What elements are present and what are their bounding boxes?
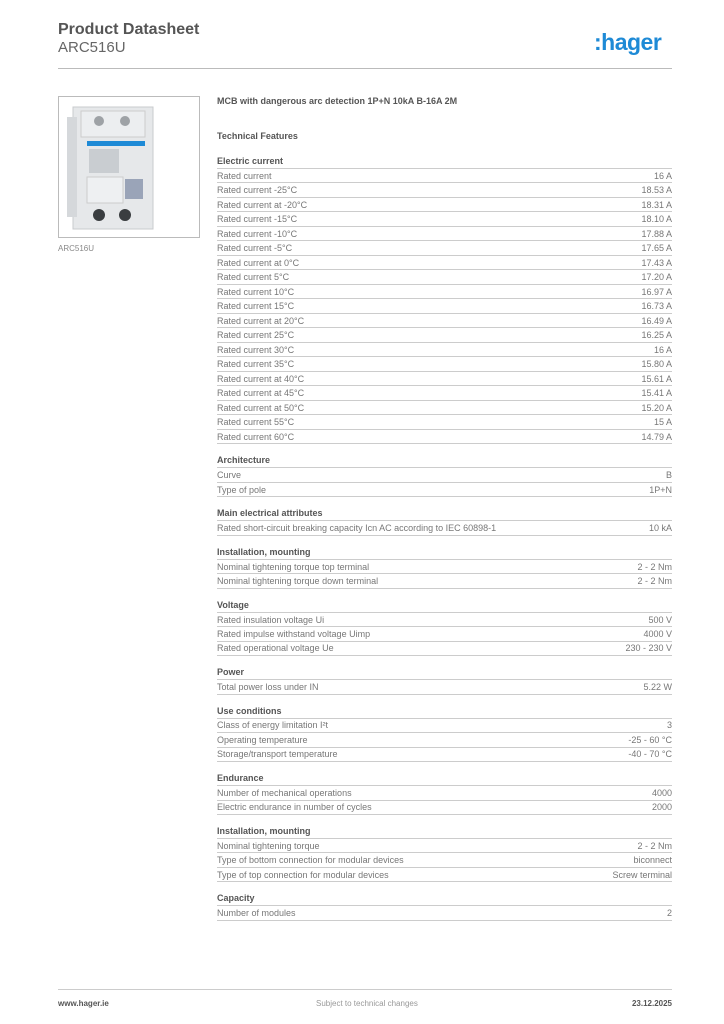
- spec-value: 15.20 A: [641, 402, 672, 413]
- spec-label: Type of pole: [217, 484, 267, 495]
- spec-label: Rated short-circuit breaking capacity Icn AC according to IEC 60898-1: [217, 523, 497, 534]
- spec-label: Rated insulation voltage Ui: [217, 614, 325, 625]
- spec-row: [217, 801, 672, 815]
- spec-label: Rated current at 0°C: [217, 257, 300, 268]
- spec-value: 16.25 A: [641, 330, 672, 341]
- spec-row: [217, 257, 672, 271]
- spec-value: 500 V: [648, 614, 672, 625]
- spec-value: 2 - 2 Nm: [637, 840, 672, 851]
- spec-value: 16 A: [653, 344, 672, 355]
- spec-label: Rated impulse withstand voltage Uimp: [217, 629, 371, 639]
- spec-section: [217, 893, 672, 920]
- spec-value: 15 A: [653, 417, 672, 428]
- spec-value: -40 - 70 °C: [628, 749, 672, 760]
- spec-section: [217, 826, 672, 882]
- spec-label: Rated current 35°C: [217, 359, 295, 370]
- spec-row: [217, 329, 672, 343]
- spec-label: Nominal tightening torque top terminal: [217, 561, 370, 572]
- spec-label: Rated current 30°C: [217, 344, 295, 355]
- spec-row: [217, 199, 672, 213]
- spec-value: 16.97 A: [641, 286, 672, 297]
- spec-row: [217, 469, 672, 483]
- footer-divider: [58, 989, 672, 990]
- spec-row: [217, 748, 672, 762]
- spec-row: [217, 373, 672, 387]
- spec-label: Storage/transport temperature: [217, 749, 338, 760]
- spec-value: -25 - 60 °C: [628, 734, 672, 745]
- spec-label: Rated operational voltage Ue: [217, 643, 334, 654]
- spec-value: 2: [666, 908, 672, 919]
- spec-value: 15.41 A: [641, 388, 672, 399]
- spec-row: [217, 854, 672, 868]
- spec-label: Rated current at 50°C: [217, 402, 305, 413]
- spec-label: Rated current 25°C: [217, 330, 295, 341]
- spec-row: [217, 416, 672, 430]
- section-title: Use conditions: [217, 706, 672, 719]
- spec-row: [217, 840, 672, 854]
- spec-section: [217, 547, 672, 589]
- header-divider: [58, 68, 672, 69]
- spec-value: 230 - 230 V: [625, 643, 672, 654]
- spec-value: 15.61 A: [641, 373, 672, 384]
- mcb-device-icon: [59, 97, 199, 237]
- spec-row: [217, 213, 672, 227]
- spec-label: Rated current at -20°C: [217, 199, 308, 210]
- spec-row: [217, 358, 672, 372]
- spec-row: [217, 344, 672, 358]
- spec-value: 2000: [651, 802, 672, 813]
- spec-value: 3: [666, 720, 672, 731]
- spec-value: 17.20 A: [641, 272, 672, 283]
- section-title: Electric current: [217, 156, 672, 169]
- spec-label: Rated current 10°C: [217, 286, 295, 297]
- spec-row: [217, 170, 672, 184]
- spec-label: Electric endurance in number of cycles: [217, 802, 372, 813]
- spec-label: Total power loss under IN: [217, 681, 319, 692]
- footer-date: 23.12.2025: [631, 999, 672, 1008]
- spec-label: Rated current 15°C: [217, 301, 295, 312]
- footer-website-link[interactable]: www.hager.ie: [58, 999, 109, 1008]
- spec-section: [217, 667, 672, 694]
- spec-label: Nominal tightening torque down terminal: [217, 576, 379, 587]
- spec-label: Rated current: [217, 170, 272, 181]
- spec-value: Screw terminal: [612, 869, 672, 880]
- spec-section: [217, 156, 672, 444]
- spec-value: 10 kA: [648, 523, 672, 534]
- spec-label: Rated current -10°C: [217, 228, 298, 239]
- spec-row: [217, 300, 672, 314]
- section-title: Main electrical attributes: [217, 508, 672, 521]
- spec-row: [217, 614, 672, 628]
- spec-label: Rated current -15°C: [217, 214, 298, 225]
- spec-label: Number of modules: [217, 908, 296, 919]
- spec-row: [217, 484, 672, 498]
- spec-value: 2 - 2 Nm: [637, 576, 672, 587]
- spec-label: Curve: [217, 470, 242, 481]
- spec-value: 16.49 A: [641, 315, 672, 326]
- spec-label: Type of bottom connection for modular devices: [217, 855, 404, 866]
- spec-row: [217, 787, 672, 801]
- spec-row: [217, 286, 672, 300]
- spec-row: [217, 431, 672, 445]
- product-code: ARC516U: [58, 39, 126, 56]
- spec-section: [217, 455, 672, 497]
- spec-row: [217, 242, 672, 256]
- product-image: [58, 96, 200, 238]
- spec-value: 14.79 A: [641, 431, 672, 442]
- section-title: Endurance: [217, 773, 672, 786]
- spec-label: Operating temperature: [217, 734, 308, 745]
- spec-row: [217, 561, 672, 575]
- spec-label: Class of energy limitation I²t: [217, 720, 329, 731]
- spec-value: 16.73 A: [641, 301, 672, 312]
- spec-label: Rated current -5°C: [217, 243, 293, 254]
- spec-value: 18.31 A: [641, 199, 672, 210]
- spec-label: Rated current -25°C: [217, 185, 298, 196]
- spec-value: 18.10 A: [641, 214, 672, 225]
- spec-row: [217, 271, 672, 285]
- spec-label: Rated current at 40°C: [217, 373, 305, 384]
- product-description: MCB with dangerous arc detection 1P+N 10kA B-16A 2M: [217, 96, 458, 106]
- footer-disclaimer: Subject to technical changes: [316, 999, 418, 1008]
- spec-row: [217, 681, 672, 695]
- spec-row: [217, 387, 672, 401]
- spec-row: [217, 402, 672, 416]
- page-title: Product Datasheet: [58, 21, 200, 38]
- spec-value: 17.43 A: [641, 257, 672, 268]
- section-title: Power: [217, 667, 672, 680]
- spec-label: Nominal tightening torque: [217, 840, 320, 851]
- spec-value: 17.65 A: [641, 243, 672, 254]
- spec-value: 4000: [651, 787, 672, 798]
- spec-value: 2 - 2 Nm: [637, 561, 672, 572]
- spec-row: [217, 228, 672, 242]
- spec-value: 17.88 A: [641, 228, 672, 239]
- section-title: Installation, mounting: [217, 826, 672, 839]
- section-title: Architecture: [217, 455, 672, 468]
- spec-row: [217, 907, 672, 921]
- spec-label: Rated current 5°C: [217, 272, 290, 283]
- spec-label: Type of top connection for modular devices: [217, 869, 389, 880]
- section-title: Capacity: [217, 893, 672, 906]
- spec-row: [217, 719, 672, 733]
- spec-value: 4000 V: [643, 629, 672, 639]
- spec-section: [217, 773, 672, 815]
- spec-row: [217, 315, 672, 329]
- spec-section: [217, 508, 672, 535]
- spec-label: Number of mechanical operations: [217, 787, 352, 798]
- spec-section: [217, 706, 672, 762]
- spec-row: [217, 734, 672, 748]
- section-title: Voltage: [217, 600, 672, 613]
- spec-value: 16 A: [653, 170, 672, 181]
- spec-sections: [217, 156, 672, 921]
- spec-label: Rated current 60°C: [217, 431, 295, 442]
- spec-section: [217, 600, 672, 656]
- technical-content: [217, 96, 672, 921]
- spec-value: 18.53 A: [641, 185, 672, 196]
- spec-label: Rated current at 20°C: [217, 315, 305, 326]
- spec-label: Rated current 55°C: [217, 417, 295, 428]
- technical-features-heading: Technical Features: [217, 131, 298, 141]
- spec-label: Rated current at 45°C: [217, 388, 305, 399]
- spec-row: [217, 184, 672, 198]
- hager-logo: :hager: [594, 29, 662, 55]
- spec-row: [217, 522, 672, 536]
- spec-value: 5.22 W: [643, 681, 672, 692]
- spec-row: [217, 869, 672, 883]
- spec-row: [217, 628, 672, 642]
- spec-value: 1P+N: [649, 484, 672, 495]
- product-image-caption: ARC516U: [58, 244, 95, 253]
- spec-row: [217, 575, 672, 589]
- spec-value: 15.80 A: [641, 359, 672, 370]
- spec-row: [217, 642, 672, 656]
- spec-value: biconnect: [633, 855, 672, 866]
- section-title: Installation, mounting: [217, 547, 672, 560]
- spec-value: B: [665, 470, 672, 481]
